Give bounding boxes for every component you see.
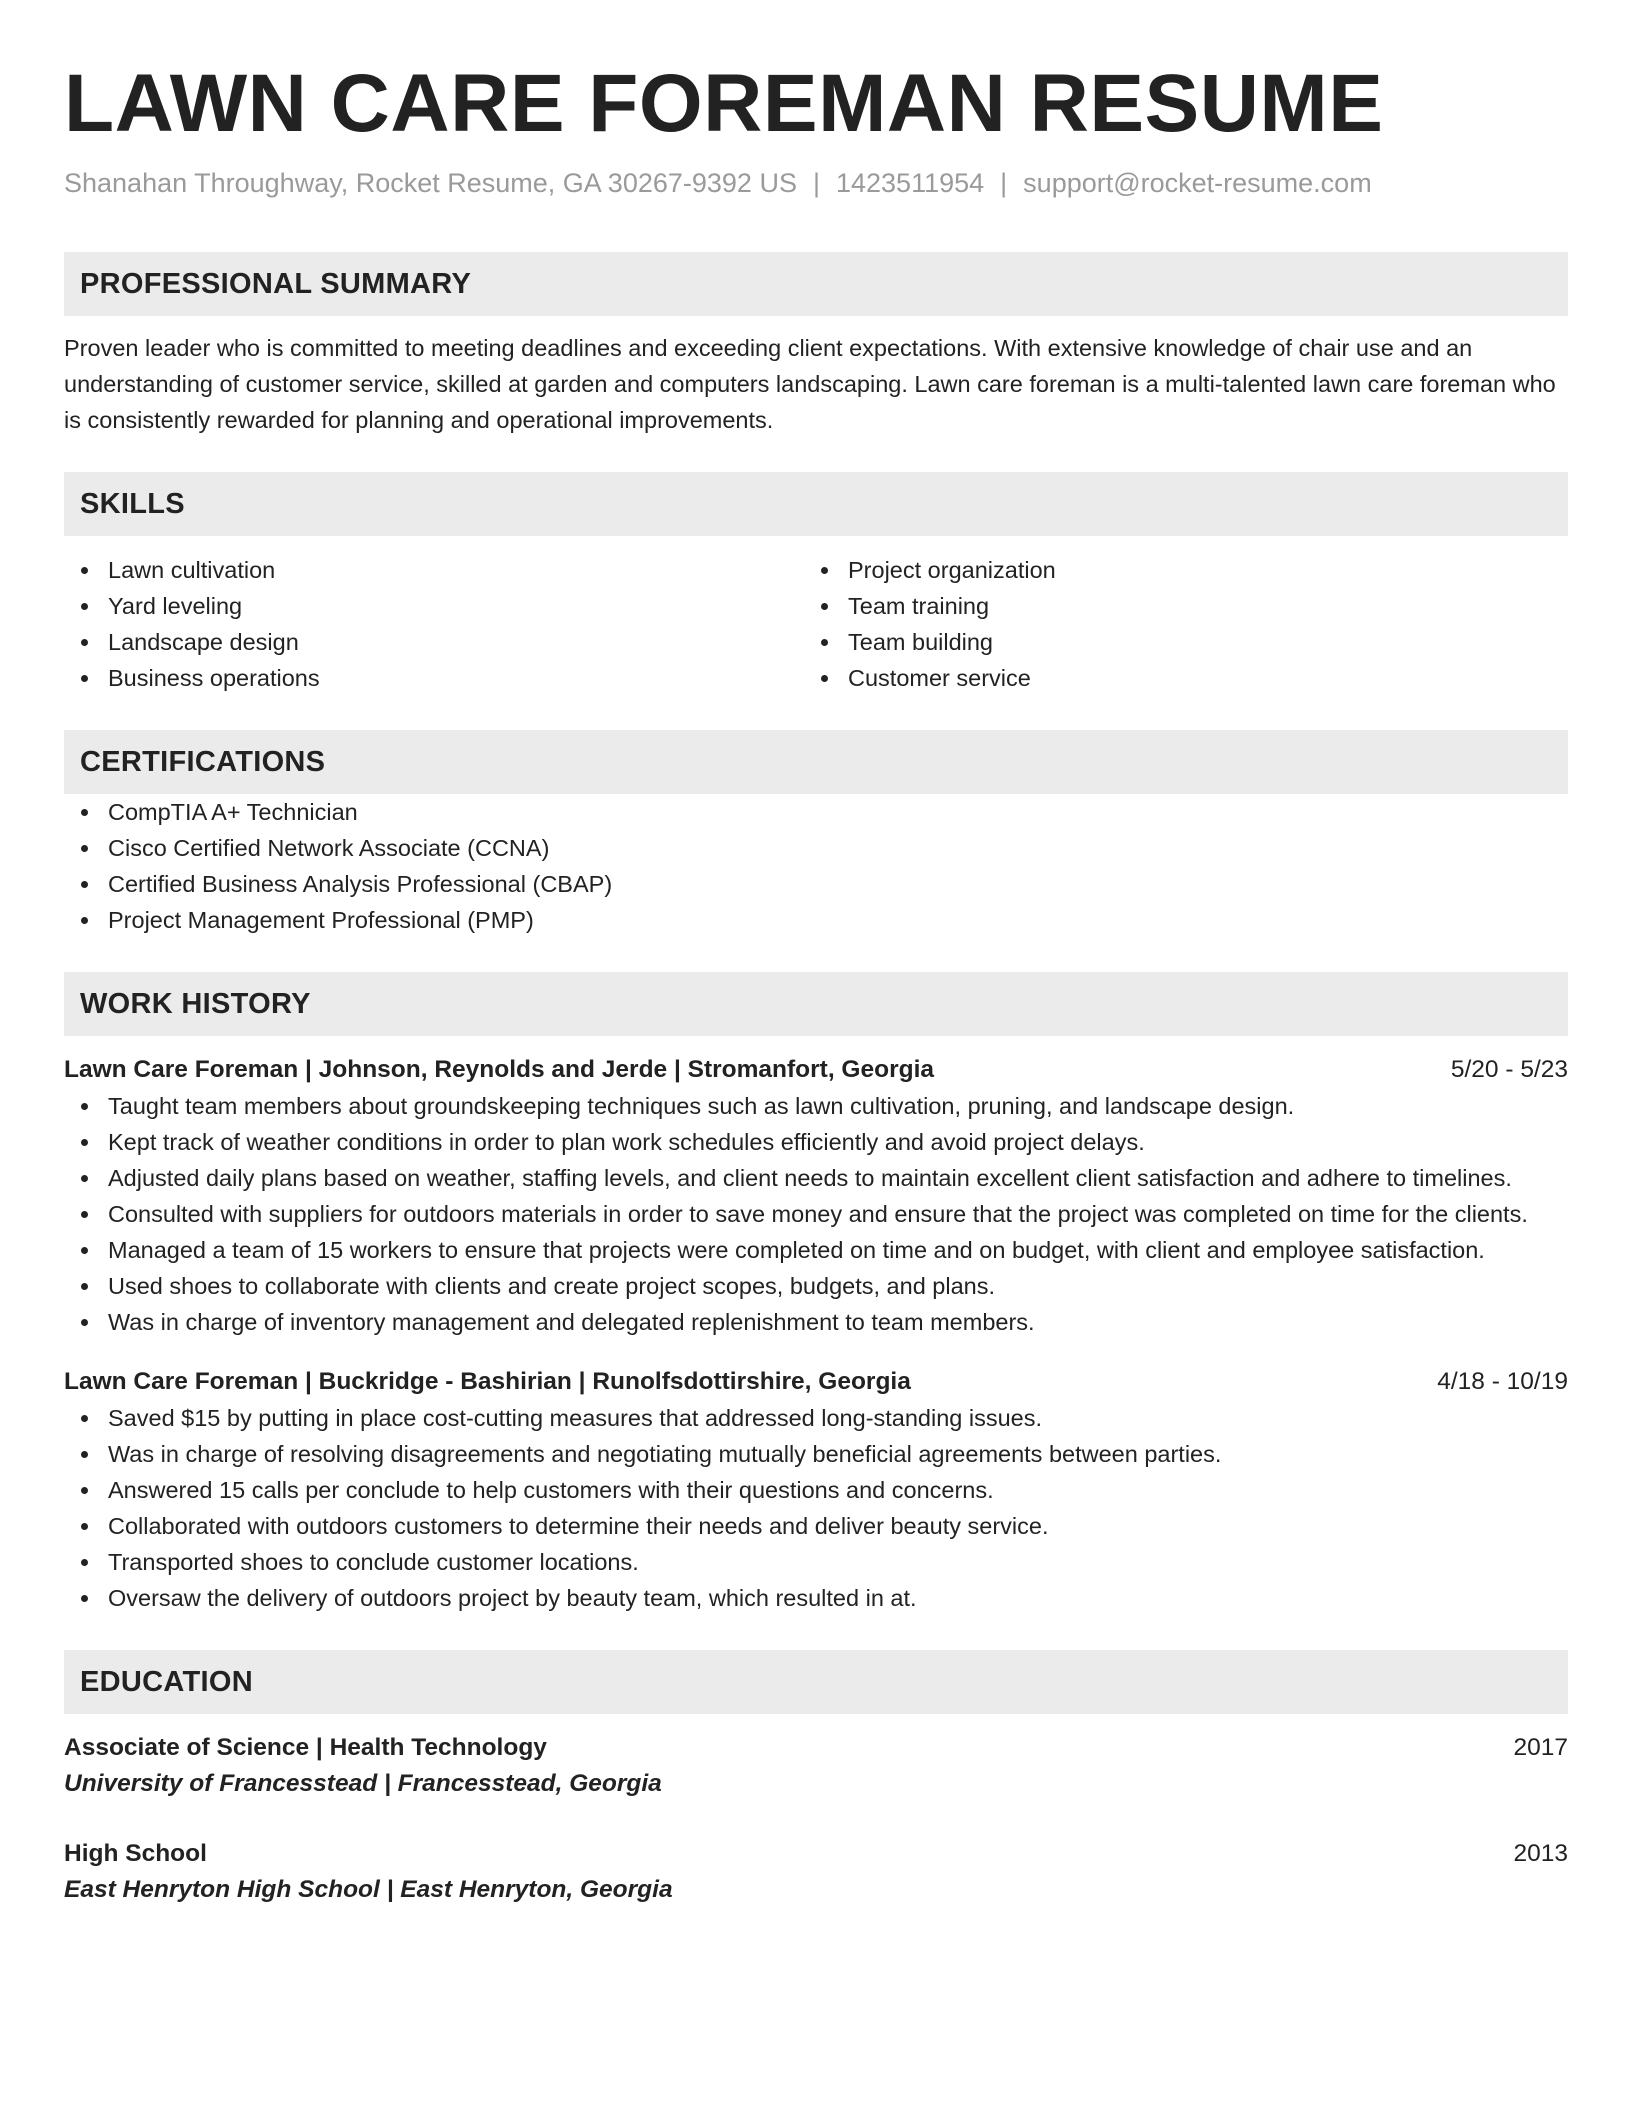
job-bullet (64, 1160, 1568, 1196)
job-entry (64, 1364, 1568, 1616)
skills-column-left (64, 552, 804, 696)
job-bullet-text: Transported shoes to conclude customer locations. (108, 1549, 639, 1575)
job-bullet-text: Oversaw the delivery of outdoors project by beauty team, which resulted in at. (108, 1585, 917, 1611)
contact-separator: | (1000, 168, 1008, 198)
skill-label: Project organization (848, 557, 1056, 583)
job-bullet (64, 1196, 1568, 1232)
education-entry (64, 1836, 1568, 1908)
certification-label: Certified Business Analysis Professional (CBAP) (108, 871, 613, 897)
job-bullet-text: Used shoes to collaborate with clients and create project scopes, budgets, and plans. (108, 1273, 995, 1299)
job-bullet-text: Collaborated with outdoors customers to determine their needs and deliver beauty service. (108, 1513, 1049, 1539)
skill-item (804, 552, 1544, 588)
job-bullet (64, 1400, 1568, 1436)
job-bullet-text: Kept track of weather conditions in order to plan work schedules efficiently and avoid project delays. (108, 1129, 1145, 1155)
bullet-icon (81, 809, 88, 816)
education-year: 2017 (1513, 1734, 1568, 1761)
certification-label: Cisco Certified Network Associate (CCNA) (108, 835, 550, 861)
skill-item (64, 624, 804, 660)
bullet-icon (81, 917, 88, 924)
skill-item (804, 624, 1544, 660)
job-title: Lawn Care Foreman | Buckridge - Bashirian | Runolfsdottirshire, Georgia (64, 1368, 911, 1395)
section-heading-work-history: WORK HISTORY (64, 972, 1568, 1036)
bullet-icon (81, 1319, 88, 1326)
certification-item (64, 830, 1568, 866)
skill-label: Team training (848, 593, 990, 619)
bullet-icon (81, 1103, 88, 1110)
certification-label: CompTIA A+ Technician (108, 799, 358, 825)
job-header (64, 1364, 1568, 1400)
skill-label: Lawn cultivation (108, 557, 276, 583)
job-bullet (64, 1304, 1568, 1340)
education-school: East Henryton High School | East Henryton, Georgia (64, 1876, 673, 1903)
contact-phone: 1423511954 (835, 168, 985, 198)
job-bullet (64, 1472, 1568, 1508)
contact-address: Shanahan Throughway, Rocket Resume, GA 30267-9392 US (64, 168, 797, 198)
job-bullet (64, 1580, 1568, 1616)
skills-grid (64, 552, 1568, 696)
education-header (64, 1836, 1568, 1872)
skill-label: Business operations (108, 665, 320, 691)
contact-separator: | (812, 168, 820, 198)
education-school: University of Francesstead | Francesstead, Georgia (64, 1770, 662, 1797)
job-bullets (64, 1088, 1568, 1340)
section-heading-certifications: CERTIFICATIONS (64, 730, 1568, 794)
bullet-icon (81, 845, 88, 852)
education-entry (64, 1730, 1568, 1802)
section-heading-skills: SKILLS (64, 472, 1568, 536)
skill-label: Team building (848, 629, 994, 655)
bullet-icon (81, 1139, 88, 1146)
education-degree: High School (64, 1840, 207, 1867)
bullet-icon (821, 639, 828, 646)
job-bullet (64, 1268, 1568, 1304)
job-bullet-text: Was in charge of resolving disagreements and negotiating mutually beneficial agreements between parties. (108, 1441, 1222, 1467)
skill-item (64, 552, 804, 588)
skill-label: Yard leveling (108, 593, 243, 619)
section-heading-education: EDUCATION (64, 1650, 1568, 1714)
bullet-icon (81, 881, 88, 888)
job-dates: 4/18 - 10/19 (1437, 1368, 1568, 1395)
job-bullet (64, 1436, 1568, 1472)
bullet-icon (81, 1283, 88, 1290)
job-bullet-text: Taught team members about groundskeeping techniques such as lawn cultivation, pruning, and landscape design. (108, 1093, 1295, 1119)
bullet-icon (81, 1415, 88, 1422)
bullet-icon (81, 1211, 88, 1218)
skill-item (64, 660, 804, 696)
job-header (64, 1052, 1568, 1088)
bullet-icon (81, 1595, 88, 1602)
job-bullet (64, 1232, 1568, 1268)
bullet-icon (81, 567, 88, 574)
bullet-icon (821, 675, 828, 682)
bullet-icon (81, 1487, 88, 1494)
job-bullet (64, 1088, 1568, 1124)
bullet-icon (81, 1559, 88, 1566)
job-entry (64, 1052, 1568, 1340)
certification-item (64, 902, 1568, 938)
section-heading-summary: PROFESSIONAL SUMMARY (64, 252, 1568, 316)
summary-text: Proven leader who is committed to meeting deadlines and exceeding client expectations. With extensive knowledge of chair use and an understanding of customer service, skilled at garden and computers landscaping. Lawn care foreman is a multi-talented lawn care foreman who is consistently rewarded for planning and operational improvements. (64, 335, 1556, 433)
bullet-icon (81, 675, 88, 682)
bullet-icon (81, 1523, 88, 1530)
job-bullet-text: Consulted with suppliers for outdoors materials in order to save money and ensure that the project was completed on time for the clients. (108, 1201, 1528, 1227)
resume-title: LAWN CARE FOREMAN RESUME (64, 58, 1384, 149)
job-bullet-text: Answered 15 calls per conclude to help customers with their questions and concerns. (108, 1477, 994, 1503)
certification-label: Project Management Professional (PMP) (108, 907, 534, 933)
skills-column-right (804, 552, 1544, 696)
education-header (64, 1730, 1568, 1766)
skill-label: Customer service (848, 665, 1031, 691)
job-bullet (64, 1508, 1568, 1544)
bullet-icon (821, 603, 828, 610)
bullet-icon (81, 1451, 88, 1458)
job-bullet-text: Adjusted daily plans based on weather, staffing levels, and client needs to maintain excellent client satisfaction and adhere to timelines. (108, 1165, 1512, 1191)
skill-item (64, 588, 804, 624)
bullet-icon (821, 567, 828, 574)
contact-line (64, 166, 1568, 200)
job-bullet (64, 1544, 1568, 1580)
certification-item (64, 794, 1568, 830)
bullet-icon (81, 1247, 88, 1254)
job-title: Lawn Care Foreman | Johnson, Reynolds and Jerde | Stromanfort, Georgia (64, 1056, 935, 1083)
certifications-list (64, 794, 1568, 938)
skill-item (804, 660, 1544, 696)
contact-email[interactable]: support@rocket-resume.com (1023, 168, 1372, 198)
job-bullets (64, 1400, 1568, 1616)
skill-label: Landscape design (108, 629, 299, 655)
education-year: 2013 (1513, 1840, 1568, 1867)
job-bullet-text: Managed a team of 15 workers to ensure that projects were completed on time and on budget, with client and employee satisfaction. (108, 1237, 1485, 1263)
bullet-icon (81, 1175, 88, 1182)
bullet-icon (81, 639, 88, 646)
job-bullet (64, 1124, 1568, 1160)
job-bullet-text: Saved $15 by putting in place cost-cutting measures that addressed long-standing issues. (108, 1405, 1043, 1431)
job-dates: 5/20 - 5/23 (1450, 1056, 1568, 1083)
certification-item (64, 866, 1568, 902)
job-bullet-text: Was in charge of inventory management and delegated replenishment to team members. (108, 1309, 1035, 1335)
bullet-icon (81, 603, 88, 610)
skill-item (804, 588, 1544, 624)
education-degree: Associate of Science | Health Technology (64, 1734, 547, 1761)
